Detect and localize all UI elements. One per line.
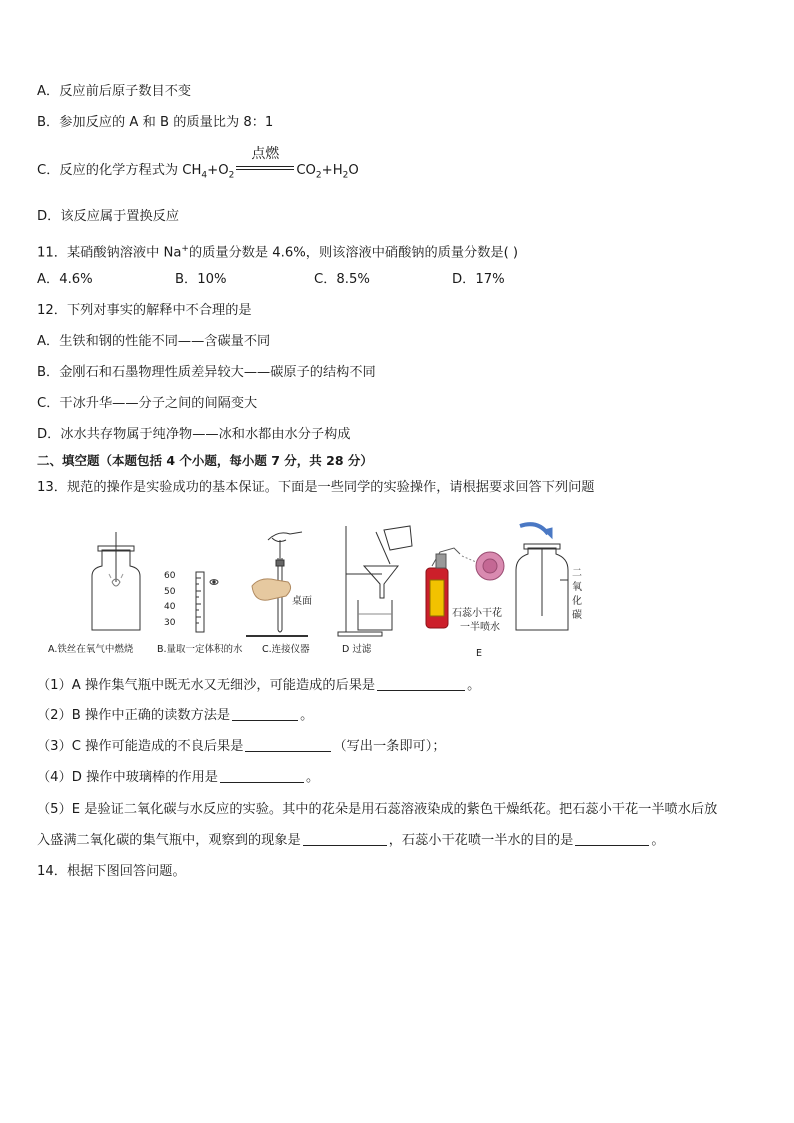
scale-60: 60 — [164, 571, 176, 581]
q10-option-c: C．反应的化学方程式为 $CH_4+O_2$ 点燃 $CO_2+H_2O$ — [37, 146, 359, 181]
scale-40: 40 — [164, 602, 176, 612]
caption-a: A.铁丝在氧气中燃烧 — [48, 644, 134, 655]
answer-blank-4[interactable] — [220, 769, 304, 783]
apparatus-c — [246, 532, 308, 636]
gas-label-2: 氧 — [572, 582, 582, 593]
q12-stem: 12．下列对事实的解释中不合理的是 — [37, 303, 252, 318]
answer-blank-6[interactable] — [575, 832, 649, 846]
filtration-d — [338, 526, 412, 636]
gas-label-1: 二 — [572, 568, 582, 579]
experiment-figure — [40, 518, 590, 658]
q13-sub2: （2）B 操作中正确的读数方法是 。 — [37, 708, 314, 723]
q13-sub1: （1）A 操作集气瓶中既无水又无细沙，可能造成的后果是 。 — [37, 678, 481, 693]
gas-bottle-a — [92, 532, 140, 630]
q11-option-a: A．4.6% — [37, 272, 93, 287]
q11-stem: 11．某硝酸钠溶液中 Na+的质量分数是 4.6%，则该溶液中硝酸钠的质量分数是( ) — [37, 244, 519, 261]
q14-stem: 14．根据下图回答问题。 — [37, 864, 186, 879]
caption-c: C.连接仪器 — [262, 644, 310, 655]
caption-e: E — [476, 648, 483, 658]
arrow-icon — [520, 524, 548, 534]
flower-label-1: 石蕊小干花 — [452, 608, 502, 619]
flower-label-2: 一半喷水 — [460, 622, 500, 633]
q13-sub5-line2: 入盛满二氧化碳的集气瓶中，观察到的现象是 ，石蕊小干花喷一半水的目的是 。 — [37, 833, 665, 848]
q13-sub3: （3）C 操作可能造成的不良后果是 （写出一条即可）； — [37, 739, 446, 754]
gas-label-3: 化 — [572, 596, 582, 607]
q13-stem: 13．规范的操作是实验成功的基本保证。下面是一些同学的实验操作，请根据要求回答下列问题 — [37, 480, 595, 495]
q11-option-b: B．10% — [175, 272, 227, 287]
scale-50: 50 — [164, 587, 176, 597]
desk-label: 桌面 — [292, 596, 312, 607]
q12-option-a: A．生铁和钢的性能不同——含碳量不同 — [37, 334, 271, 349]
q11-option-c: C．8.5% — [314, 272, 370, 287]
answer-blank-5[interactable] — [303, 832, 387, 846]
q11-option-d: D．17% — [452, 272, 505, 287]
section-heading: 二、填空题（本题包括 4 个小题，每小题 7 分，共 28 分） — [37, 453, 373, 468]
gas-label-4: 碳 — [572, 610, 582, 621]
q10-option-b: B．参加反应的 A 和 B 的质量比为 8：1 — [37, 115, 274, 130]
q13-sub4: （4）D 操作中玻璃棒的作用是 。 — [37, 770, 320, 785]
answer-blank-1[interactable] — [377, 677, 465, 691]
q10-option-d: D．该反应属于置换反应 — [37, 209, 180, 224]
caption-b: B.量取一定体积的水 — [157, 644, 243, 655]
measuring-cylinder-b — [196, 572, 218, 632]
q12-option-d: D．冰水共存物属于纯净物——冰和水都由水分子构成 — [37, 427, 351, 442]
caption-d: D 过滤 — [342, 644, 372, 655]
q12-option-c: C．干冰升华——分子之间的间隔变大 — [37, 396, 258, 411]
q12-option-b: B．金刚石和石墨物理性质差异较大——碳原子的结构不同 — [37, 365, 376, 380]
scale-30: 30 — [164, 618, 176, 628]
q11-options — [37, 271, 597, 289]
q10-option-a: A．反应前后原子数目不变 — [37, 84, 192, 99]
q13-sub5-line1: （5）E 是验证二氧化碳与水反应的实验。其中的花朵是用石蕊溶液染成的紫色干燥纸花。把石蕊小干花一半喷水后放 — [37, 802, 718, 817]
answer-blank-3[interactable] — [245, 738, 331, 752]
answer-blank-2[interactable] — [232, 707, 298, 721]
reaction-arrow: 点燃 — [234, 161, 296, 179]
